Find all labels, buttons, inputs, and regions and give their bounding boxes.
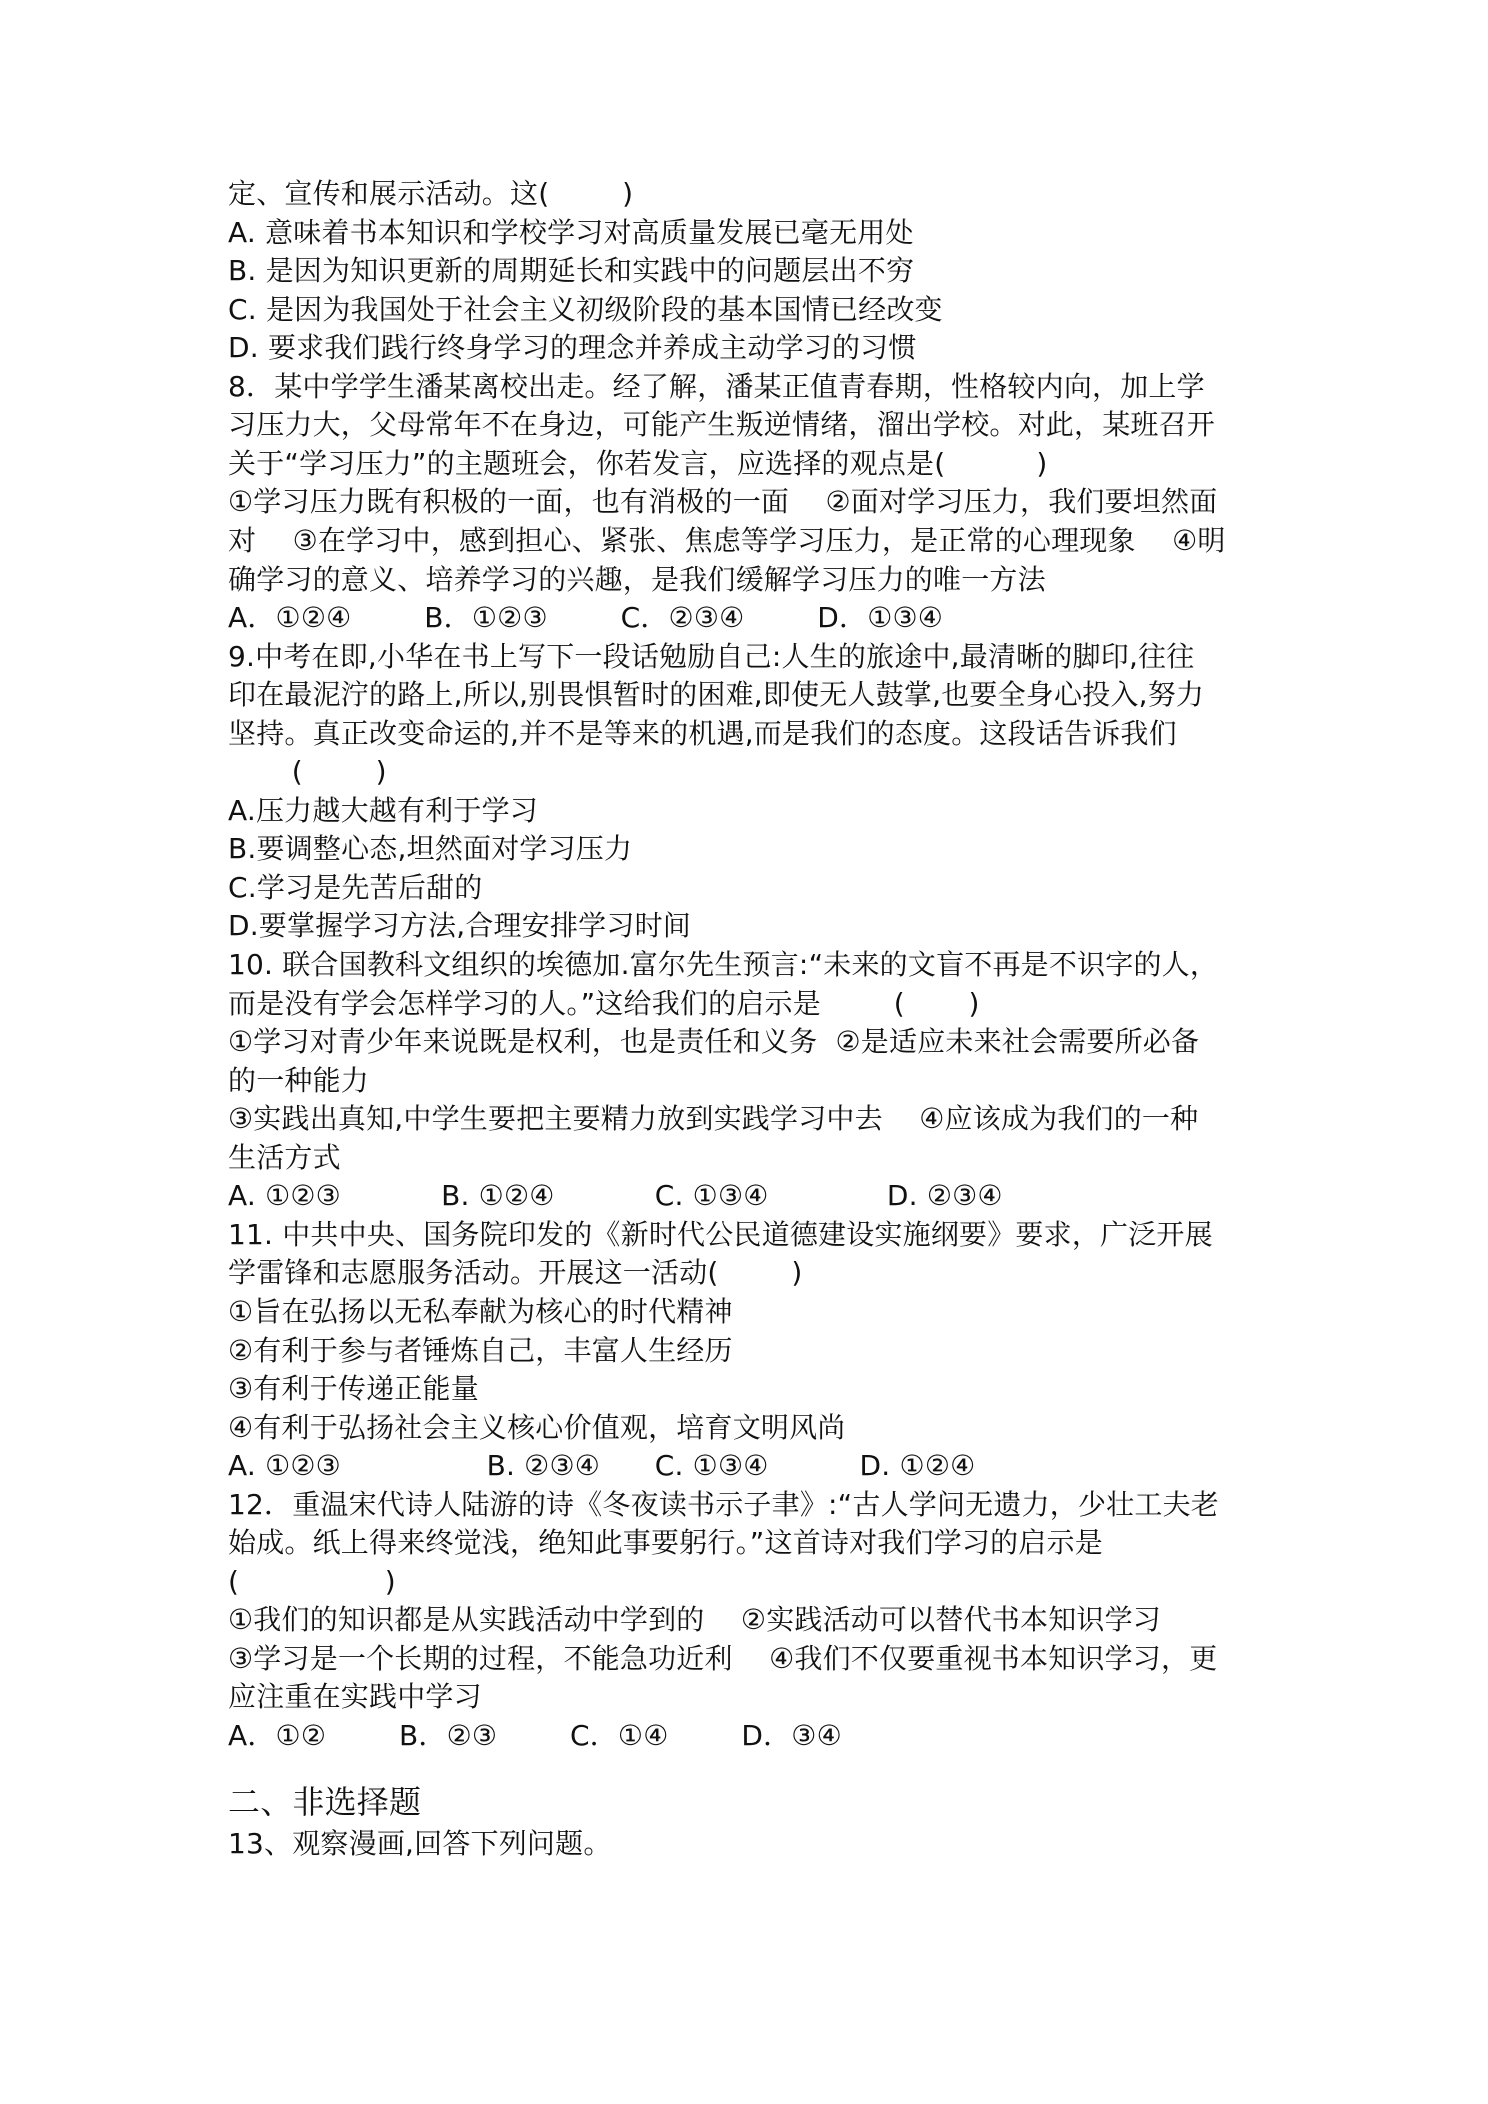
text-line: 坚持。真正改变命运的,并不是等来的机遇,而是我们的态度。这段话告诉我们	[228, 717, 1177, 750]
text-line: ( )	[228, 755, 387, 788]
text-line: 关于“学习压力”的主题班会，你若发言，应选择的观点是( )	[228, 447, 1048, 480]
text-line: A. ①②③ B. ①②④ C. ①③④ D. ②③④	[228, 1179, 1003, 1212]
text-line: ①学习对青少年来说既是权利，也是责任和义务 ②是适应未来社会需要所必备	[228, 1025, 1200, 1058]
text-line: ③学习是一个长期的过程，不能急功近利 ④我们不仅要重视书本知识学习，更	[228, 1642, 1218, 1675]
text-line: 习压力大，父母常年不在身边，可能产生叛逆情绪，溜出学校。对此，某班召开	[228, 408, 1216, 441]
text-line: ④有利于弘扬社会主义核心价值观，培育文明风尚	[228, 1411, 846, 1444]
text-line: A. 意味着书本知识和学校学习对高质量发展已毫无用处	[228, 216, 914, 249]
text-line: 的一种能力	[228, 1064, 370, 1097]
text-line: 生活方式	[228, 1141, 341, 1174]
text-line: 学雷锋和志愿服务活动。开展这一活动( )	[228, 1256, 803, 1289]
text-line: 12．重温宋代诗人陆游的诗《冬夜读书示子聿》:“古人学问无遗力，少壮工夫老	[228, 1488, 1219, 1521]
text-line: ③有利于传递正能量	[228, 1372, 479, 1405]
question-13-text: 13、观察漫画,回答下列问题。	[228, 1827, 612, 1860]
text-line: 而是没有学会怎样学习的人。”这给我们的启示是 ( )	[228, 987, 980, 1020]
text-line: D. 要求我们践行终身学习的理念并养成主动学习的习惯	[228, 331, 917, 364]
text-line: B.要调整心态,坦然面对学习压力	[228, 832, 633, 865]
text-line: ①旨在弘扬以无私奉献为核心的时代精神	[228, 1295, 733, 1328]
text-line: 印在最泥泞的路上,所以,别畏惧暂时的困难,即使无人鼓掌,也要全身心投入,努力	[228, 678, 1205, 711]
text-line: A．①② B．②③ C．①④ D．③④	[228, 1719, 842, 1752]
text-line: A．①②④ B．①②③ C．②③④ D．①③④	[228, 601, 944, 634]
text-line: ( )	[228, 1565, 396, 1598]
text-line: D.要掌握学习方法,合理安排学习时间	[228, 909, 691, 942]
text-line: 10. 联合国教科文组织的埃德加.富尔先生预言:“未来的文盲不再是不识字的人，	[228, 948, 1219, 981]
text-line: C. 是因为我国处于社会主义初级阶段的基本国情已经改变	[228, 293, 943, 326]
text-line: 定、宣传和展示活动。这( )	[228, 177, 634, 210]
text-line: A. ①②③ B. ②③④ C. ①③④ D. ①②④	[228, 1449, 976, 1482]
text-line: 始成。纸上得来终觉浅，绝知此事要躬行。”这首诗对我们学习的启示是	[228, 1526, 1103, 1559]
text-line: B. 是因为知识更新的周期延长和实践中的问题层出不穷	[228, 254, 915, 287]
text-line: 9.中考在即,小华在书上写下一段话勉励自己:人生的旅途中,最清晰的脚印,往往	[228, 640, 1195, 673]
text-line: 确学习的意义、培养学习的兴趣，是我们缓解学习压力的唯一方法	[228, 563, 1046, 596]
text-line: ①我们的知识都是从实践活动中学到的 ②实践活动可以替代书本知识学习	[228, 1603, 1162, 1636]
text-line: C.学习是先苦后甜的	[228, 871, 483, 904]
text-line: ③实践出真知,中学生要把主要精力放到实践学习中去 ④应该成为我们的一种	[228, 1102, 1199, 1135]
text-line: 对 ③在学习中，感到担心、紧张、焦虑等学习压力，是正常的心理现象 ④明	[228, 524, 1226, 557]
text-line: 11. 中共中央、国务院印发的《新时代公民道德建设实施纲要》要求，广泛开展	[228, 1218, 1213, 1251]
text-line: ②有利于参与者锤炼自己，丰富人生经历	[228, 1334, 733, 1367]
text-line: 应注重在实践中学习	[228, 1680, 482, 1713]
section-heading: 二、非选择题	[228, 1783, 422, 1821]
text-line: 8．某中学学生潘某离校出走。经了解，潘某正值青春期，性格较内向，加上学	[228, 370, 1205, 403]
text-line: ①学习压力既有积极的一面，也有消极的一面 ②面对学习压力，我们要坦然面	[228, 485, 1218, 518]
text-line: A.压力越大越有利于学习	[228, 794, 538, 827]
